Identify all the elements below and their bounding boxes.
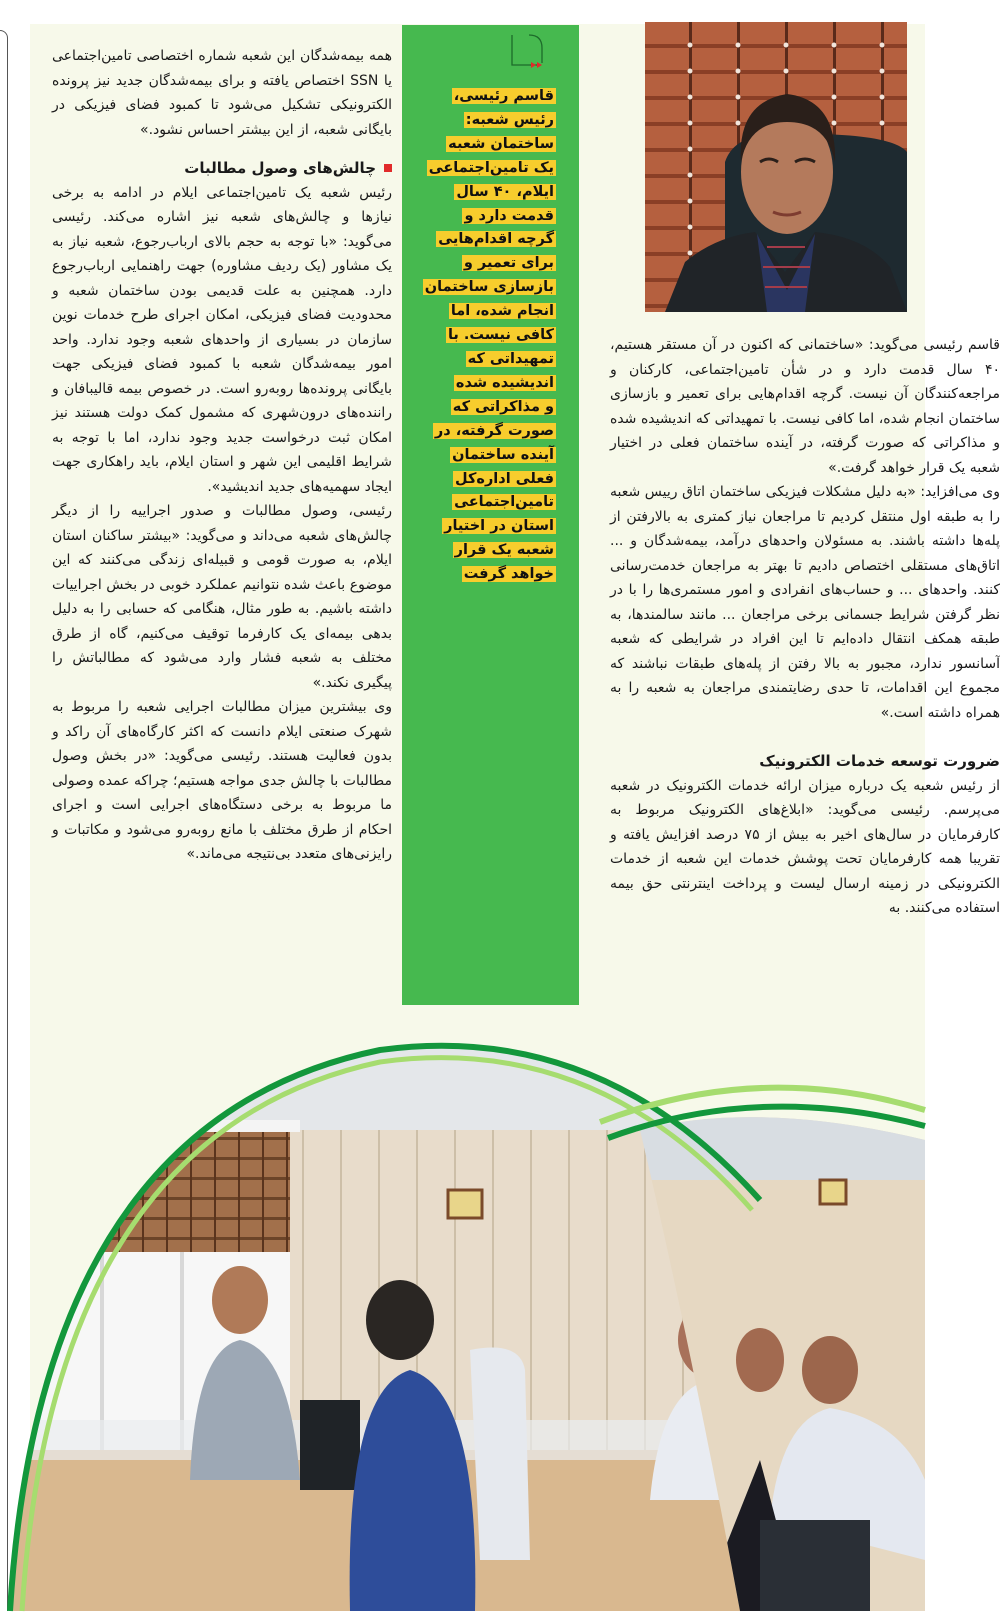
pull-quote-line: کافی نیست. با bbox=[447, 327, 554, 344]
pull-quote-line: قدمت دارد و bbox=[464, 207, 554, 224]
pull-quote-line: تامین‌اجتماعی bbox=[454, 494, 554, 511]
pull-quote-line: قاسم رئیسی، bbox=[453, 88, 554, 104]
pull-quote-line: برای تعمیر و bbox=[463, 255, 554, 272]
article-column-right bbox=[610, 333, 1000, 921]
pull-quote-line: اندیشیده شده bbox=[455, 374, 554, 391]
pull-quote-line: شعبه یک قرار bbox=[454, 542, 554, 559]
section-subheading: ضرورت توسعه خدمات الکترونیک bbox=[759, 752, 1000, 770]
section-subheading bbox=[52, 156, 392, 181]
pull-quote bbox=[415, 85, 556, 587]
pull-quote-line: انجام شده، اما bbox=[450, 303, 554, 320]
pull-quote-line: رئیس شعبه: bbox=[465, 111, 554, 128]
pull-quote-line: بازسازی ساختمان bbox=[424, 279, 554, 296]
pull-quote-line: آینده ساختمان bbox=[452, 446, 554, 463]
pull-quote-line: ساختمان شعبه bbox=[448, 135, 554, 152]
body-paragraph: رئیس شعبه یک تامین‌اجتماعی ایلام در ادامه به برخی نیازها و چالش‌های شعبه نیز اشاره می‌کند. رئیسی می‌گوید: «با توجه به حجم بالای ارباب‌رجوع، شعبه نیاز به یک مشاور (یک ردیف مشاوره) جهت راهنمایی ارباب‌رجوع دارد. همچنین به علت قدیمی بودن ساختمان شعبه و محدودیت فضای فیزیکی، امکان اجرای طرح خدمات نوین سازمان در بسیاری از واحدهای شعبه وجود ندارد. واحد امور بیمه‌شدگان شعبه با کمبود فضای فیزیکی جهت بایگانی پرونده‌ها روبه‌رو است. در خصوص بیمه قالیبافان و راننده‌های درون‌شهری که مشمول کمک دولت هستند نیز امکان ثبت درخواست جدید وجود ندارد، اما با توجه به شرایط اقلیمی این شهر و استان ایلام، باید راهکاری جهت ایجاد سهمیه‌های جدید اندیشید». bbox=[52, 184, 392, 495]
pull-quote-line: خواهد گرفت bbox=[463, 566, 554, 583]
pull-quote-line: استان در اختیار bbox=[444, 518, 554, 535]
body-paragraph: وی بیشترین میزان مطالبات اجرایی شعبه را مربوط به شهرک صنعتی ایلام دانست که اکثر کارگاه‌های آن راکد و بدون فعالیت هستند. رئیسی می‌گوید: «در بخش وصول مطالبات با چالش جدی مواجه هستیم؛ چراکه عمده وصولی ما مربوط به برخی دستگاه‌های اجرایی است و اجرای احکام از طرق مختلف با مانع روبه‌رو می‌شود و مکاتبات و رایزنی‌های متعدد بی‌نتیجه می‌ماند.» bbox=[52, 699, 392, 862]
body-paragraph: وی می‌افزاید: «به دلیل مشکلات فیزیکی ساختمان اتاق رییس شعبه را به طبقه اول منتقل کردیم تا مراجعان نیاز کمتری به بالارفتن از پله‌ها داشته باشند. به مسئولان واحدهای درآمد، بیمه‌شدگان و ... اتاق‌های مستقلی اختصاص دادیم تا بهتر به مراجعان خدمت‌رسانی کنند. واحدهای ... و حساب‌های انفرادی و امور مستمری‌ها را با در نظر گرفتن شرایط جسمانی برخی مراجعان ... مانند سالمندها، به طبقه همکف انتقال داده‌ایم تا این افراد در شرایطی که شعبه آسانسور ندارد، مجبور به بالا رفتن از پله‌های طبقات نباشند که مجموع این اقدامات، تا حدی رضایتمندی مراجعان به شعبه را به همراه داشته است.» bbox=[610, 484, 1000, 721]
pull-quote-line: ایلام، ۴۰ سال bbox=[456, 183, 554, 200]
pull-quote-line: و مذاکراتی که bbox=[452, 398, 554, 415]
pull-quote-line: صورت گرفته، در bbox=[434, 422, 554, 439]
body-paragraph: قاسم رئیسی می‌گوید: «ساختمانی که اکنون در آن مستقر هستیم، ۴۰ سال قدمت دارد و در شأن تامین‌اجتماعی، کارکنان و مراجعه‌کنندگان آن نیست. گرچه اقدام‌هایی برای تعمیر و بازسازی ساختمان انجام شده، اما کافی نیست. با تمهیداتی که اندیشیده شده و مذاکراتی که صورت گرفته، در آینده ساختمان فعلی در اختیار شعبه یک قرار خواهد گرفت.» bbox=[610, 337, 1000, 476]
body-paragraph: رئیسی، وصول مطالبات و صدور اجراییه را از دیگر چالش‌های شعبه می‌داند و می‌گوید: «بیشتر ساکنان استان ایلام، به صورت قومی و قبیله‌ای زندگی می‌کنند که این موضوع باعث شده نتوانیم عملکرد خوبی در بخش اجراییات داشته باشیم. به طور مثال، هنگامی که حسابی را به دلیل بدهی بیمه‌ای یک کارفرما توقیف می‌کنیم، گاه از طرق مختلف به شعبه فشار وارد می‌شود که مطالباتش را پیگیری نکند.» bbox=[52, 503, 392, 691]
portrait-photo bbox=[645, 22, 907, 312]
pull-quote-line: گرچه اقدام‌هایی bbox=[438, 231, 554, 248]
subheading-text: چالش‌های وصول مطالبات bbox=[184, 159, 376, 177]
pull-quote-line: یک تامین‌اجتماعی bbox=[428, 159, 554, 176]
pull-quote-line: تمهیداتی که bbox=[467, 350, 554, 367]
body-paragraph: از رئیس شعبه یک درباره میزان ارائه خدمات الکترونیک در شعبه می‌پرسم. رئیسی می‌گوید: «ابلاغ‌های الکترونیک مربوط به کارفرمایان در سال‌های اخیر به بیش از ۷۵ درصد افزایش یافته و تقریبا همه کارفرمایان تحت پوشش خدمات این شعبه از خدمات الکترونیکی در زمینه ارسال لیست و پرداخت اینترنتی حق بیمه استفاده می‌کنند. به bbox=[610, 777, 1000, 916]
intro-paragraph: همه بیمه‌شدگان این شعبه شماره اختصاصی تامین‌اجتماعی یا SSN اختصاص یافته و برای بیمه‌شدگان جدید نیز پرونده الکترونیکی تشکیل می‌شود تا کمبود فضای فیزیکی در بایگانی شعبه، از این بیشتر احساس نشود.» bbox=[52, 48, 392, 138]
pull-quote-line: فعلی اداره‌کل bbox=[455, 470, 554, 487]
red-square-bullet-icon bbox=[384, 164, 392, 172]
office-photo-collage bbox=[0, 1040, 925, 1611]
quote-corner-arrow-icon bbox=[509, 33, 549, 73]
article-column-left bbox=[52, 44, 392, 867]
